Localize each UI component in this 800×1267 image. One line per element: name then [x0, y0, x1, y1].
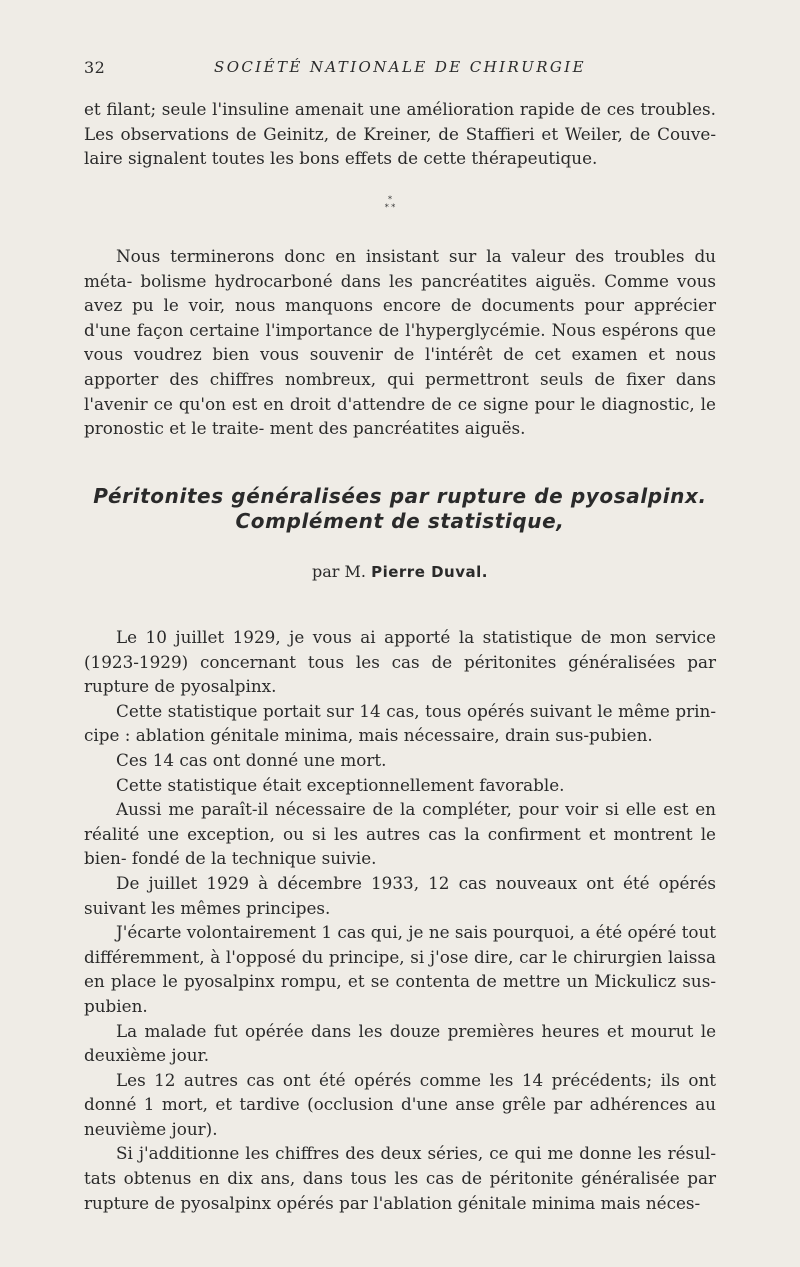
- text-line: le voir, nous manquons encore de documents pour apprécier d'une façon: [84, 295, 716, 340]
- text-line: de pyosalpinx.: [154, 676, 277, 697]
- text-line: jour).: [171, 1118, 218, 1139]
- text-line: Cette statistique était exceptionnellement favorable.: [116, 774, 565, 795]
- text-line: tats obtenus en dix ans, dans tous les cas de péritonite généralisée par: [84, 1168, 716, 1189]
- article-body: [84, 625, 716, 1215]
- text-line: bolisme hydrocarboné dans les pancréatites aiguës. Comme vous avez pu: [84, 270, 716, 316]
- text-line: nombreux, qui permettront seuls de fixer dans l'avenir ce qu'on est en: [84, 368, 716, 414]
- paragraph: [84, 1068, 716, 1142]
- paragraph: [84, 244, 716, 441]
- text-line: Les observations de Geinitz, de Kreiner, de Staffieri et Weiler, de Couve-: [84, 123, 716, 144]
- text-line: cipe : ablation génitale minima, mais nécessaire, drain sus-pubien.: [84, 725, 653, 746]
- paragraph: [84, 920, 716, 1018]
- text-line: Aussi me paraît-il nécessaire de la compléter, pour voir si elle est en: [116, 799, 716, 820]
- text-line: rupture de pyosalpinx opérés par l'ablation génitale minima mais néces-: [84, 1192, 701, 1213]
- paragraph: [84, 97, 716, 171]
- paragraph: [84, 773, 716, 798]
- page-header: [84, 58, 716, 82]
- byline-prefix: par M.: [312, 562, 366, 581]
- paragraph: [84, 1141, 716, 1215]
- asterism-bottom: * *: [384, 203, 396, 212]
- text-line: La malade fut opérée dans les douze premières heures et mourut le: [116, 1020, 716, 1041]
- section-asterism: [370, 196, 410, 222]
- text-line: fondé de la technique suivie.: [131, 848, 377, 869]
- text-line: Nous terminerons donc en insistant sur la valeur des troubles du méta-: [84, 246, 716, 291]
- text-line: Cette statistique portait sur 14 cas, tous opérés suivant le même prin-: [116, 700, 716, 721]
- text-line: certaine l'importance de l'hyperglycémie. Nous espérons que vous voudrez: [84, 319, 716, 365]
- text-line: différemment, à l'opposé du principe, si j'ose dire, car le chirurgien laissa: [84, 946, 716, 967]
- text-line: J'écarte volontairement 1 cas qui, je ne sais pourquoi, a été opéré tout: [116, 922, 716, 943]
- text-line: en place le pyosalpinx rompu, et se contenta de mettre un Mickulicz sus-: [84, 971, 716, 992]
- text-line: (1923-1929) concernant tous les cas de péritonites généralisées par rupture: [84, 651, 716, 697]
- text-line: pubien.: [84, 995, 148, 1016]
- text-line: réalité une exception, ou si les autres cas la confirment et montrent le bien-: [84, 823, 716, 869]
- text-line: bien vous souvenir de l'intérêt de cet examen et nous apporter des chiffres: [84, 344, 716, 389]
- text-line: droit d'attendre de ce signe pour le diagnostic, le pronostic et le traite-: [84, 393, 716, 439]
- running-title: SOCIÉTÉ NATIONALE DE CHIRURGIE: [214, 58, 586, 76]
- article-title: [84, 484, 716, 534]
- page-number: 32: [84, 58, 106, 77]
- text-line: deuxième jour.: [84, 1045, 210, 1066]
- text-line: De juillet 1929 à décembre 1933, 12 cas nouveaux ont été opérés suivant: [84, 872, 716, 918]
- conclusion-paragraph: [84, 244, 716, 441]
- text-line: Si j'additionne les chiffres des deux séries, ce qui me donne les résul-: [116, 1143, 716, 1164]
- paragraph: [84, 797, 716, 871]
- text-line: Les 12 autres cas ont été opérés comme les 14 précédents; ils ont donné: [84, 1069, 716, 1115]
- paragraph: [84, 871, 716, 920]
- text-line: 1 mort, et tardive (occlusion d'une anse grêle par adhérences au neuvième: [84, 1094, 716, 1139]
- author-name: Pierre Duval.: [371, 563, 488, 581]
- byline: [84, 562, 716, 581]
- asterism-top: *: [388, 195, 392, 204]
- text-line: Le 10 juillet 1929, je vous ai apporté la statistique de mon service: [116, 627, 716, 647]
- paragraph: [84, 1019, 716, 1068]
- paragraph: [84, 699, 716, 748]
- text-line: laire signalent toutes les bons effets de cette thérapeutique.: [84, 148, 598, 169]
- paragraph: [84, 748, 716, 773]
- text-line: et filant; seule l'insuline amenait une amélioration rapide de ces troubles.: [84, 99, 716, 119]
- text-line: Ces 14 cas ont donné une mort.: [116, 749, 387, 770]
- continuation-paragraph: [84, 97, 716, 171]
- article-subtitle-line: Complément de statistique,: [235, 509, 565, 533]
- article-title-line: Péritonites généralisées par rupture de pyosalpinx.: [93, 484, 707, 508]
- paragraph: [84, 625, 716, 699]
- text-line: les mêmes principes.: [151, 897, 331, 918]
- text-line: ment des pancréatites aiguës.: [269, 418, 526, 439]
